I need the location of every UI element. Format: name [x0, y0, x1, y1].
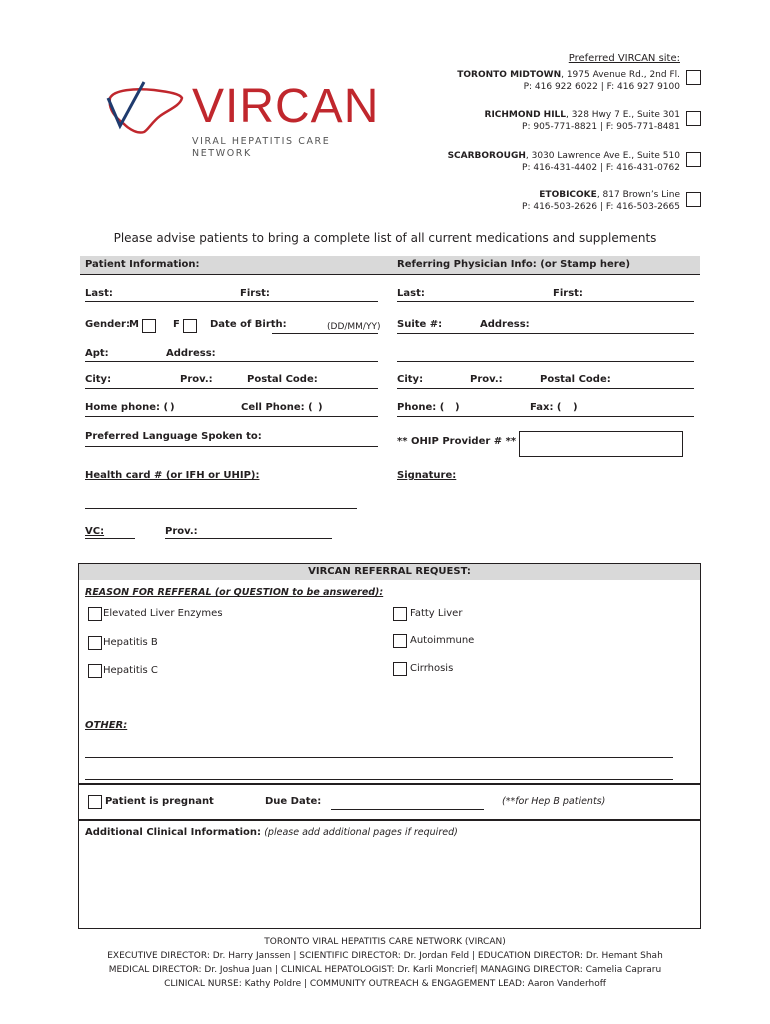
language-label: Preferred Language Spoken to:	[85, 431, 262, 442]
health-card-label: Health card # (or IFH or UHIP):	[85, 470, 260, 481]
patient-address-label: Address:	[166, 348, 216, 359]
site-name: SCARBOROUGH	[447, 151, 526, 161]
physician-city-field[interactable]	[397, 388, 694, 389]
other-label: OTHER:	[85, 720, 128, 731]
site-phones: P: 416-503-2626 | F: 416-503-2665	[522, 202, 680, 212]
patient-city-field[interactable]	[85, 388, 378, 389]
additional-info-note: (please add additional pages if required)	[264, 827, 458, 838]
due-date-field[interactable]	[331, 809, 484, 810]
patient-name-field[interactable]	[85, 301, 378, 302]
reason-label: Hepatitis B	[103, 637, 158, 648]
vc-field[interactable]	[85, 538, 135, 539]
other-field-2[interactable]	[85, 779, 673, 780]
patient-prov-label: Prov.:	[180, 374, 213, 385]
liver-check-icon	[104, 80, 184, 138]
reason-label: Fatty Liver	[410, 608, 463, 619]
language-field[interactable]	[85, 446, 378, 447]
patient-first-label: First:	[240, 288, 270, 299]
dob-format-hint: (DD/MM/YY)	[327, 322, 381, 332]
site-address: , 1975 Avenue Rd., 2nd Fl.	[561, 70, 680, 80]
site-name: ETOBICOKE	[539, 190, 597, 200]
site-address: , 328 Hwy 7 E., Suite 301	[566, 110, 680, 120]
physician-address-field-2[interactable]	[397, 361, 694, 362]
gender-m-label: M	[129, 319, 139, 330]
patient-city-label: City:	[85, 374, 112, 385]
ohip-provider-input[interactable]	[519, 431, 683, 457]
physician-phone-label: Phone: (	[397, 402, 445, 413]
patient-last-label: Last:	[85, 288, 113, 299]
physician-address-label: Address:	[480, 319, 530, 330]
reason-label: Cirrhosis	[410, 663, 454, 674]
footer-network-name: TORONTO VIRAL HEPATITIS CARE NETWORK (VIRCAN)	[264, 937, 506, 947]
patient-info-heading: Patient Information:	[85, 259, 200, 270]
dob-field[interactable]	[272, 333, 378, 334]
site-checkbox-richmond-hill[interactable]	[686, 111, 701, 126]
reason-label: Hepatitis C	[103, 665, 158, 676]
reason-checkbox[interactable]	[393, 662, 407, 676]
patient-postal-label: Postal Code:	[247, 374, 318, 385]
home-phone-label: Home phone: (	[85, 402, 169, 413]
logo-tagline: VIRAL HEPATITIS CARE NETWORK	[192, 136, 331, 159]
reason-checkbox[interactable]	[88, 636, 102, 650]
cell-phone-close: )	[318, 402, 323, 413]
referral-heading: VIRCAN REFERRAL REQUEST:	[308, 566, 471, 577]
site-checkbox-toronto-midtown[interactable]	[686, 70, 701, 85]
additional-info-label: Additional Clinical Information:	[85, 827, 262, 838]
reason-checkbox[interactable]	[393, 607, 407, 621]
patient-gender-label: Gender:	[85, 319, 130, 330]
site-phones: P: 416-431-4402 | F: 416-431-0762	[522, 163, 680, 173]
physician-first-label: First:	[553, 288, 583, 299]
footer-directors-2: MEDICAL DIRECTOR: Dr. Joshua Juan | CLINICAL HEPATOLOGIST: Dr. Karli Moncrief| MANAGING DIRECTOR: Camelia Capraru	[108, 965, 662, 975]
vircan-logo	[104, 80, 380, 159]
due-date-label: Due Date:	[265, 796, 322, 807]
site-name: TORONTO MIDTOWN	[457, 70, 562, 80]
reason-label: Autoimmune	[410, 635, 475, 646]
patient-address-field[interactable]	[85, 361, 378, 362]
health-card-field[interactable]	[85, 508, 357, 509]
site-phones: P: 905-771-8821 | F: 905-771-8481	[522, 122, 680, 132]
patient-dob-label: Date of Birth:	[210, 319, 287, 330]
gender-f-label: F	[173, 319, 180, 330]
physician-name-field[interactable]	[397, 301, 694, 302]
vc-prov-field[interactable]	[165, 538, 332, 539]
site-address: , 817 Brown’s Line	[596, 190, 680, 200]
home-phone-close: )	[170, 402, 175, 413]
advise-note: Please advise patients to bring a complete list of all current medications and supplements	[113, 231, 657, 245]
physician-last-label: Last:	[397, 288, 425, 299]
vc-label: VC:	[85, 526, 105, 537]
preferred-site-heading: Preferred VIRCAN site:	[568, 53, 680, 64]
vc-prov-label: Prov.:	[165, 526, 198, 537]
physician-city-label: City:	[397, 374, 424, 385]
site-phones: P: 416 922 6022 | F: 416 927 9100	[523, 82, 680, 92]
physician-address-field-1[interactable]	[397, 333, 694, 334]
physician-phone-field[interactable]	[397, 416, 694, 417]
site-address: , 3030 Lawrence Ave E., Suite 510	[525, 151, 680, 161]
gender-f-checkbox[interactable]	[183, 319, 197, 333]
physician-prov-label: Prov.:	[470, 374, 503, 385]
hep-b-note: (**for Hep B patients)	[502, 796, 606, 807]
reason-heading: REASON FOR REFFERAL (or QUESTION to be answered):	[85, 587, 384, 598]
physician-suite-label: Suite #:	[397, 319, 443, 330]
reason-checkbox[interactable]	[88, 664, 102, 678]
physician-fax-close: )	[573, 402, 578, 413]
footer-directors-1: EXECUTIVE DIRECTOR: Dr. Harry Janssen | SCIENTIFIC DIRECTOR: Dr. Jordan Feld | EDUCATION DIRECTOR: Dr. Hemant Shah	[107, 951, 663, 961]
physician-postal-label: Postal Code:	[540, 374, 611, 385]
other-field-1[interactable]	[85, 757, 673, 758]
site-name: RICHMOND HILL	[484, 110, 567, 120]
reason-label: Elevated Liver Enzymes	[103, 608, 223, 619]
ohip-label: ** OHIP Provider # **	[397, 436, 517, 447]
patient-phone-field[interactable]	[85, 416, 378, 417]
site-checkbox-scarborough[interactable]	[686, 152, 701, 167]
physician-fax-label: Fax: (	[530, 402, 562, 413]
cell-phone-label: Cell Phone: (	[241, 402, 313, 413]
pregnant-label: Patient is pregnant	[105, 796, 214, 807]
reason-checkbox[interactable]	[393, 634, 407, 648]
signature-label: Signature:	[397, 470, 457, 481]
physician-info-heading: Referring Physician Info: (or Stamp here)	[397, 259, 631, 270]
logo-wordmark: VIRCAN	[192, 80, 380, 133]
patient-apt-label: Apt:	[85, 348, 109, 359]
physician-phone-close: )	[455, 402, 460, 413]
reason-checkbox[interactable]	[88, 607, 102, 621]
gender-m-checkbox[interactable]	[142, 319, 156, 333]
pregnant-checkbox[interactable]	[88, 795, 102, 809]
site-checkbox-etobicoke[interactable]	[686, 192, 701, 207]
footer-staff: CLINICAL NURSE: Kathy Poldre | COMMUNITY OUTREACH & ENGAGEMENT LEAD: Aaron Vanderhoff	[164, 979, 606, 989]
